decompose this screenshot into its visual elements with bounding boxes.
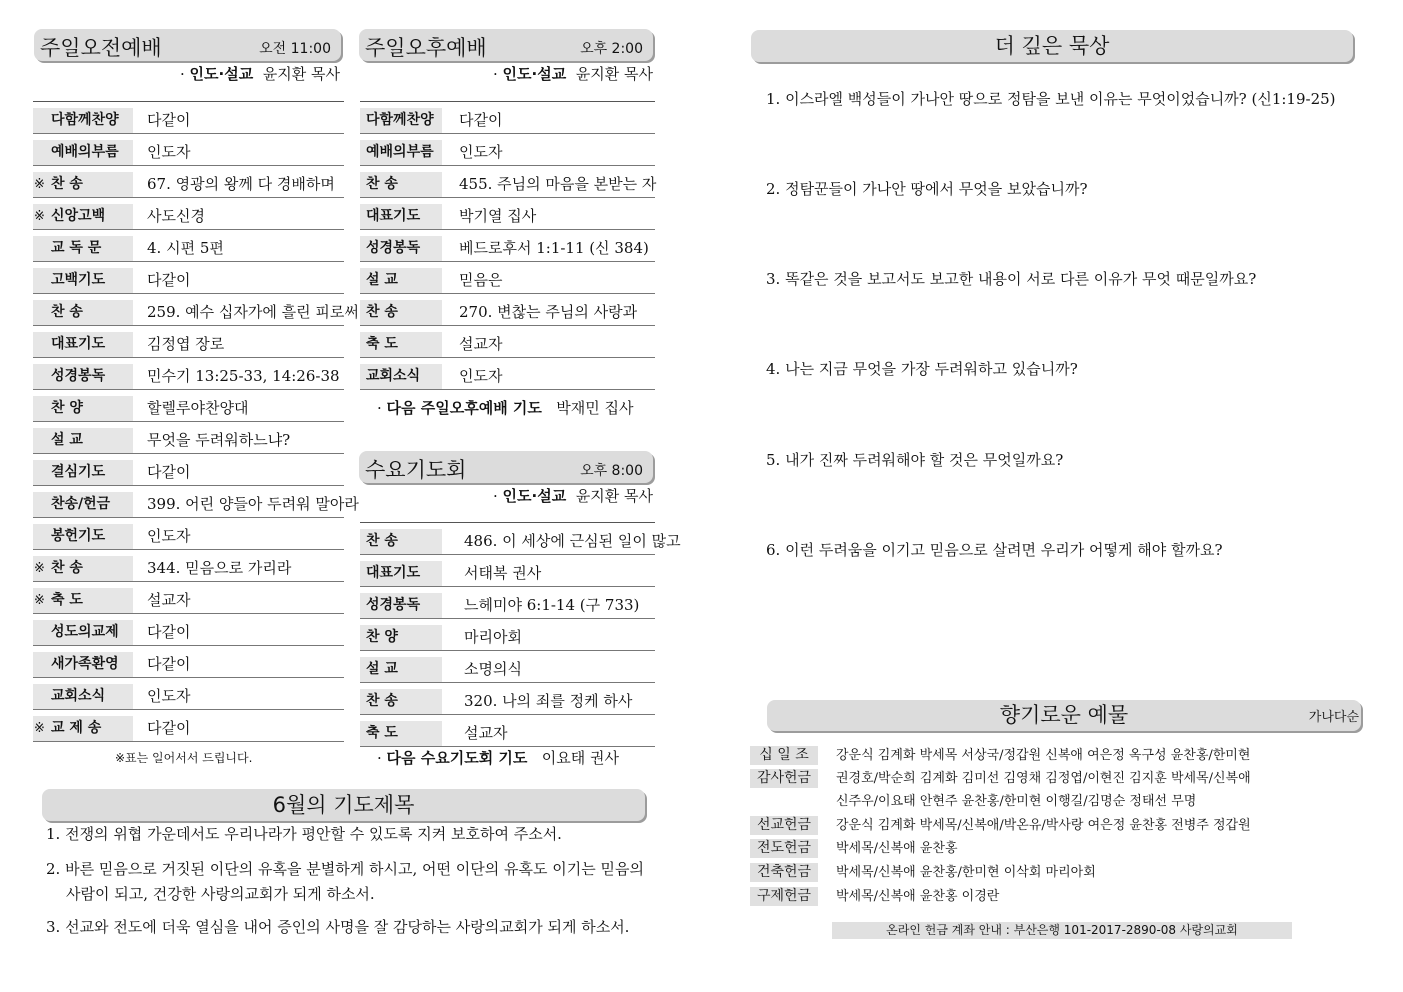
order-row: [360, 715, 655, 747]
prayer-topics-title: 6월의 기도제목: [272, 793, 415, 817]
order-row: [360, 619, 655, 651]
order-label-text: 설 교: [366, 661, 398, 677]
order-row: [33, 102, 344, 134]
order-value: 다같이: [147, 111, 191, 129]
order-label: [33, 396, 133, 421]
order-value: 마리아회: [464, 628, 522, 646]
order-label: [360, 593, 442, 618]
offering-row: [750, 838, 1370, 861]
order-label: [33, 620, 133, 645]
offering-label: 감사헌금: [750, 769, 818, 788]
order-row: [33, 230, 344, 262]
order-label-text: 찬 양: [51, 400, 83, 416]
order-row: [33, 550, 344, 582]
order-label-text: 대표기도: [51, 336, 106, 352]
order-value: 인도자: [147, 687, 191, 705]
order-label-text: 봉헌기도: [51, 528, 106, 544]
order-label: [360, 364, 442, 389]
order-value: 인도자: [147, 527, 191, 545]
order-value: 서태복 권사: [464, 564, 542, 582]
order-label-text: 설 교: [51, 432, 83, 448]
order-label: [360, 140, 442, 165]
order-label-text: 찬 양: [366, 629, 398, 645]
order-value: 다같이: [147, 271, 191, 289]
order-label-text: 고백기도: [51, 272, 106, 288]
order-label-text: 성도의교제: [51, 624, 119, 640]
offering-names: 권경호/박순희 김계화 김미선 김영채 김정엽/이현진 김지훈 박세목/신복애: [836, 771, 1251, 786]
wednesday-order-table: [360, 522, 681, 747]
order-label: [33, 140, 133, 165]
order-value: 소명의식: [464, 660, 522, 678]
meditation-question: 3. 똑같은 것을 보고서도 보고한 내용이 서로 다른 이유가 무엇 때문일까요?: [766, 270, 1257, 288]
order-value: 399. 어린 양들아 두려워 말아라: [147, 495, 359, 513]
order-label: [33, 428, 133, 453]
morning-service-title: 주일오전예배: [40, 36, 162, 60]
order-value: 설교자: [147, 591, 191, 609]
order-value: 67. 영광의 왕께 다 경배하며: [147, 175, 335, 193]
order-row: [360, 651, 655, 683]
order-value: 다같이: [147, 655, 191, 673]
order-label: [360, 721, 442, 746]
order-value: 사도신경: [147, 207, 205, 225]
order-row: [33, 710, 344, 742]
order-row: [33, 390, 344, 422]
order-label: [33, 108, 133, 133]
order-value: 느헤미야 6:1-14 (구 733): [464, 596, 640, 614]
offering-title: 향기로운 예물: [999, 703, 1129, 727]
offering-names: 강운식 김계화 박세목/신복애/박온유/박사랑 여은정 윤찬홍 전병주 정갑원: [836, 818, 1251, 833]
order-label-text: 성경봉독: [366, 597, 421, 613]
order-label-text: 찬 송: [51, 560, 83, 576]
order-label: [33, 588, 133, 613]
meditation-question: 2. 정탐꾼들이 가나안 땅에서 무엇을 보았습니까?: [766, 180, 1088, 198]
order-label: [33, 236, 133, 261]
meditation-title: 더 깊은 묵상: [994, 34, 1110, 58]
order-label: [360, 332, 442, 357]
order-label: [33, 332, 133, 357]
order-value: 인도자: [147, 143, 191, 161]
order-label-text: 찬 송: [366, 304, 398, 320]
order-row: [360, 587, 655, 619]
order-value: 4. 시편 5편: [147, 239, 224, 257]
order-row: [33, 646, 344, 678]
prayer-item: 1. 전쟁의 위협 가운데서도 우리나라가 평안할 수 있도록 지켜 보호하여 주소서.: [46, 825, 562, 843]
order-row: [33, 582, 344, 614]
order-row: [360, 683, 655, 715]
order-label: [360, 561, 442, 586]
prayer-item: 3. 선교와 전도에 더욱 열심을 내어 증인의 사명을 잘 감당하는 사랑의교회가 되게 하소서.: [46, 918, 630, 936]
offering-row: [750, 768, 1370, 814]
meditation-header: [751, 30, 1353, 62]
prayer-item: 2. 바른 믿음으로 거짓된 이단의 유혹을 분별하게 하시고, 어떤 이단의 유혹도 이기는 믿음의 사람이 되고, 건강한 사랑의교회가 되게 하소서.: [46, 860, 644, 903]
order-label: [360, 657, 442, 682]
order-value: 민수기 13:25-33, 14:26-38: [147, 367, 340, 385]
order-value: 김정엽 장로: [147, 335, 225, 353]
order-row: [360, 555, 655, 587]
order-row: [33, 294, 359, 326]
standing-note: ※표는 일어서서 드립니다.: [115, 751, 253, 765]
order-label: [360, 300, 442, 325]
order-value: 320. 나의 죄를 정케 하사: [464, 692, 633, 710]
order-row: [360, 294, 655, 326]
order-value: 박기열 집사: [459, 207, 537, 225]
order-row: [33, 134, 344, 166]
order-label: [360, 689, 442, 714]
standing-mark: ※: [34, 209, 45, 224]
afternoon-service-time: 오후 2:00: [580, 41, 643, 57]
order-label: [360, 204, 442, 229]
order-label-text: 축 도: [366, 725, 398, 741]
morning-service-header: [34, 29, 341, 61]
order-label-text: 성경봉독: [366, 240, 421, 256]
order-value: 인도자: [459, 367, 503, 385]
order-row: [33, 614, 344, 646]
order-label: [360, 625, 442, 650]
online-offering-account: 온라인 헌금 계좌 안내 : 부산은행 101-2017-2890-08 사랑의교회: [832, 922, 1292, 939]
order-row: [33, 198, 344, 230]
order-row: [33, 326, 344, 358]
order-label: [33, 524, 133, 549]
order-row: [33, 262, 344, 294]
meditation-question: 4. 나는 지금 무엇을 가장 두려워하고 있습니까?: [766, 360, 1078, 378]
order-value: 설교자: [464, 724, 508, 742]
order-label-text: 교 독 문: [51, 240, 102, 256]
offering-names: 강운식 김계화 박세목 서상국/정갑원 신복애 여은정 옥구성 윤찬홍/한미현: [836, 748, 1251, 763]
order-label-text: 찬 송: [51, 176, 83, 192]
order-label: [33, 172, 133, 197]
order-row: [360, 166, 655, 198]
order-value: 455. 주님의 마음을 본받는 자: [459, 175, 657, 193]
order-label-text: 축 도: [366, 336, 398, 352]
order-label-text: 찬 송: [366, 533, 398, 549]
offering-names: 박세목/신복애 윤찬홍/한미현 이삭회 마리아회: [836, 865, 1096, 880]
order-value: 믿음은: [459, 271, 503, 289]
order-label: [33, 460, 133, 485]
order-label: [33, 716, 133, 741]
order-value: 설교자: [459, 335, 503, 353]
offering-header: [767, 700, 1361, 731]
standing-mark: ※: [34, 561, 45, 576]
order-row: [33, 454, 344, 486]
offering-label: 선교헌금: [750, 816, 818, 835]
order-value: 344. 믿음으로 가리라: [147, 559, 292, 577]
order-label: [33, 364, 133, 389]
order-row: [360, 523, 681, 555]
order-label: [360, 172, 442, 197]
order-label-text: 대표기도: [366, 208, 421, 224]
order-value: 다같이: [459, 111, 503, 129]
order-label-text: 찬 송: [366, 693, 398, 709]
order-label: [33, 556, 133, 581]
order-row: [33, 518, 344, 550]
order-value: 할렐루야찬양대: [147, 399, 249, 417]
order-value: 다같이: [147, 719, 191, 737]
afternoon-leader: · 인도·설교 윤지환 목사: [493, 65, 653, 83]
order-label: [360, 236, 442, 261]
order-label: [360, 529, 442, 554]
order-value: 다같이: [147, 623, 191, 641]
offering-names: 박세목/신복애 윤찬홍 이경란: [836, 889, 1000, 904]
order-label-text: 다함께찬양: [366, 112, 434, 128]
order-label: [360, 108, 442, 133]
order-value: 인도자: [459, 143, 503, 161]
order-row: [33, 422, 344, 454]
order-label-text: 신앙고백: [51, 208, 106, 224]
order-label-text: 대표기도: [366, 565, 421, 581]
order-label-text: 교회소식: [51, 688, 106, 704]
order-row: [360, 326, 655, 358]
order-label-text: 성경봉독: [51, 368, 106, 384]
order-label-text: 교회소식: [366, 368, 421, 384]
order-label: [33, 492, 133, 517]
order-value: 486. 이 세상에 근심된 일이 많고: [464, 532, 681, 550]
order-row: [360, 134, 655, 166]
offering-row: [750, 862, 1370, 885]
order-value: 다같이: [147, 463, 191, 481]
afternoon-service-header: [359, 29, 653, 61]
offering-label: 건축헌금: [750, 863, 818, 882]
order-label-text: 찬 송: [366, 176, 398, 192]
order-value: 베드로후서 1:1-11 (신 384): [459, 239, 649, 257]
order-value: 무엇을 두려워하느냐?: [147, 431, 291, 449]
offering-names: 신주우/이요태 안현주 윤찬홍/한미현 이행길/김명순 정태선 무명: [836, 794, 1197, 809]
order-label-text: 찬 송: [51, 304, 83, 320]
order-label: [33, 684, 133, 709]
order-row: [33, 166, 344, 198]
order-row: [360, 358, 655, 390]
order-row: [360, 230, 655, 262]
wednesday-next-prayer: · 다음 수요기도회 기도 이요태 권사: [377, 749, 619, 767]
order-label-text: 설 교: [366, 272, 398, 288]
standing-mark: ※: [34, 593, 45, 608]
meditation-question: 1. 이스라엘 백성들이 가나안 땅으로 정탐을 보낸 이유는 무엇이었습니까? (신1:19-25): [766, 90, 1336, 108]
order-label: [360, 268, 442, 293]
meditation-question: 6. 이런 두려움을 이기고 믿음으로 살려면 우리가 어떻게 해야 할까요?: [766, 541, 1223, 559]
order-label-text: 결심기도: [51, 464, 106, 480]
prayer-topics-header: [42, 789, 645, 821]
wednesday-service-title: 수요기도회: [365, 458, 467, 482]
offering-label: 전도헌금: [750, 839, 818, 858]
order-label-text: 예배의부름: [51, 144, 119, 160]
offering-row: [750, 886, 1370, 909]
order-label: [33, 300, 133, 325]
order-label-text: 축 도: [51, 592, 83, 608]
offering-names: 박세목/신복애 윤찬홍: [836, 841, 958, 856]
order-value: 270. 변찮는 주님의 사랑과: [459, 303, 638, 321]
morning-leader: · 인도·설교 윤지환 목사: [180, 65, 340, 83]
order-row: [360, 262, 655, 294]
morning-service-time: 오전 11:00: [259, 41, 331, 57]
order-label-text: 다함께찬양: [51, 112, 119, 128]
order-row: [33, 358, 344, 390]
order-label: [33, 652, 133, 677]
offering-row: [750, 815, 1370, 838]
order-label-text: 교 제 송: [51, 720, 102, 736]
order-value: 259. 예수 십자가에 흘린 피로써: [147, 303, 359, 321]
morning-order-table: [33, 101, 359, 742]
order-label: [33, 204, 133, 229]
order-label-text: 새가족환영: [51, 656, 119, 672]
standing-mark: ※: [34, 177, 45, 192]
order-row: [33, 678, 344, 710]
order-label-text: 예배의부름: [366, 144, 434, 160]
offering-row: [750, 745, 1370, 768]
wednesday-leader: · 인도·설교 윤지환 목사: [493, 487, 653, 505]
order-row: [33, 486, 359, 518]
wednesday-service-header: [359, 451, 653, 483]
order-label-text: 찬송/헌금: [51, 496, 111, 512]
afternoon-next-prayer: · 다음 주일오후예배 기도 박재민 집사: [377, 399, 634, 417]
order-row: [360, 102, 655, 134]
afternoon-order-table: [360, 101, 655, 390]
offering-label: 구제헌금: [750, 887, 818, 906]
standing-mark: ※: [34, 721, 45, 736]
afternoon-service-title: 주일오후예배: [365, 36, 487, 60]
offering-order-note: 가나다순: [1308, 710, 1359, 725]
order-label: [33, 268, 133, 293]
order-row: [360, 198, 655, 230]
meditation-question: 5. 내가 진짜 두려워해야 할 것은 무엇일까요?: [766, 451, 1064, 469]
wednesday-service-time: 오후 8:00: [580, 463, 643, 479]
offering-label: 십 일 조: [750, 746, 818, 765]
